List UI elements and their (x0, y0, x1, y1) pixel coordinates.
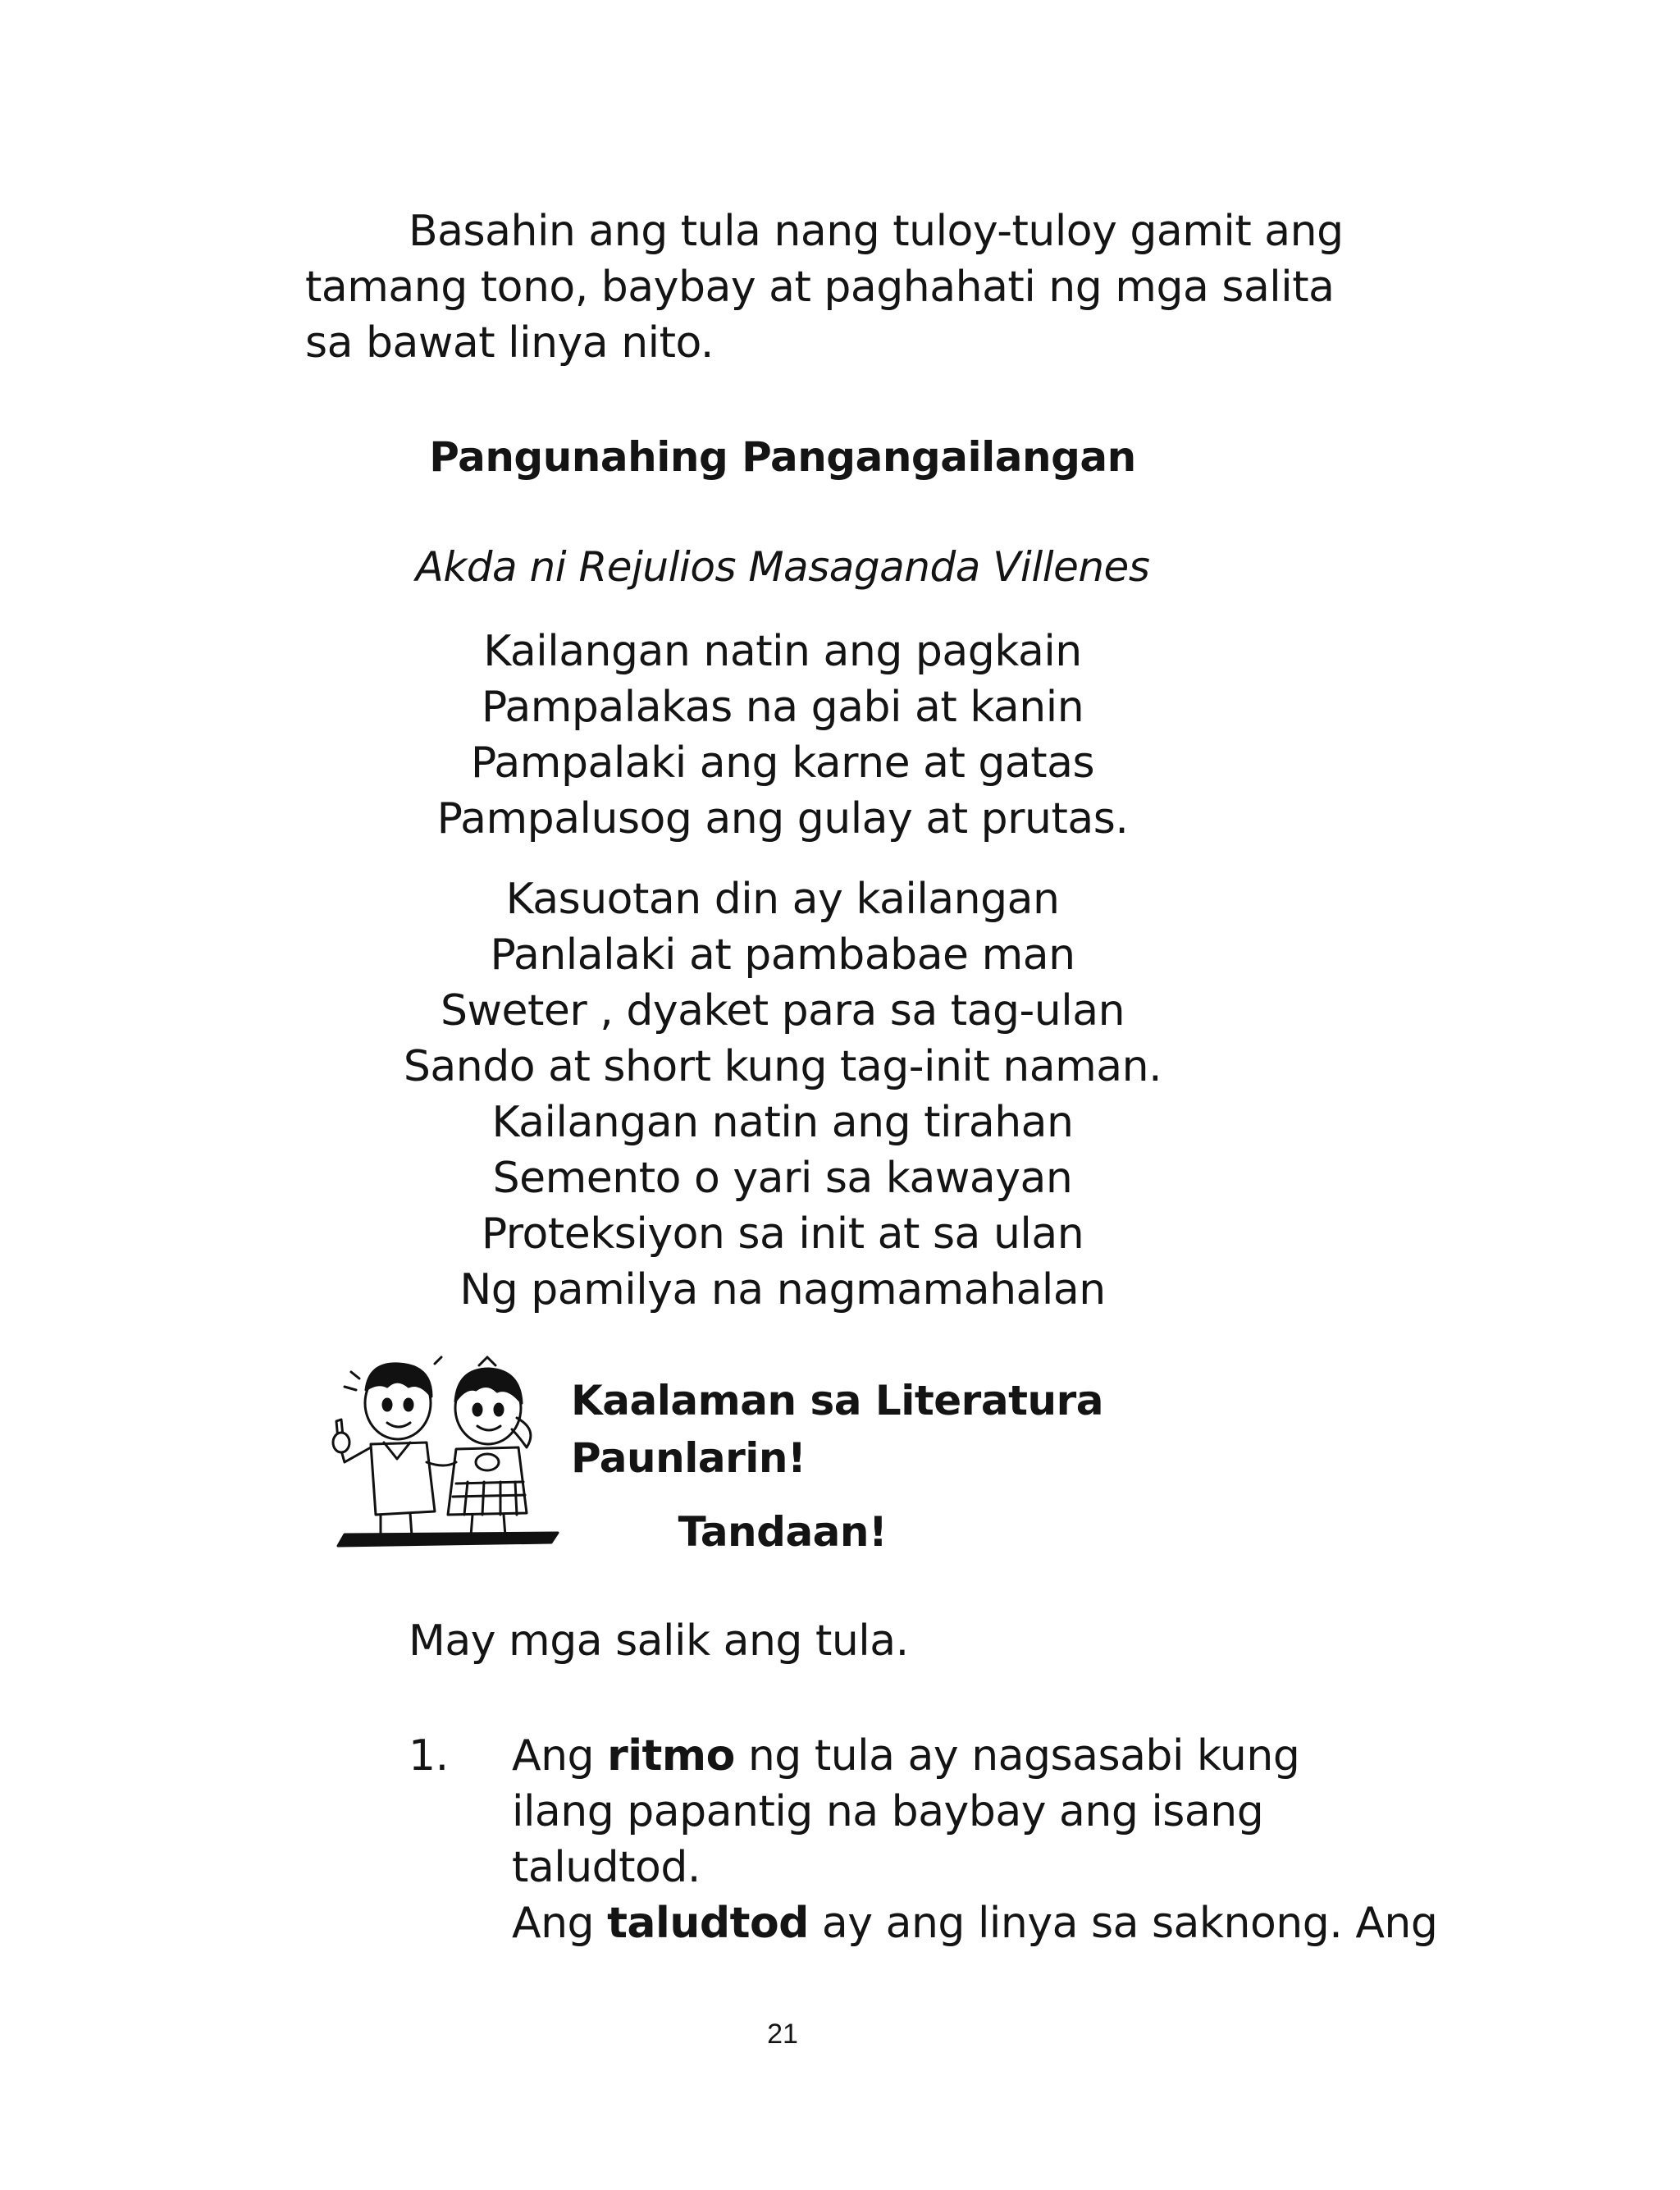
list-item-line-4 (512, 1895, 1541, 1951)
literature-heading-line-2: Paunlarin! (571, 1434, 806, 1482)
tandaan-heading: Tandaan! (678, 1508, 888, 1556)
poem-line: Pampalusog ang gulay at prutas. (436, 794, 1129, 844)
literature-heading-line-1: Kaalaman sa Literatura (571, 1377, 1103, 1424)
text-segment: Ang (512, 1731, 608, 1781)
intro-line-2: tamang tono, baybay at paghahati ng mga salita (305, 263, 1335, 312)
text-segment: ay ang linya sa saknong. Ang (808, 1899, 1438, 1948)
poem-line: Kailangan natin ang pagkain (483, 627, 1082, 676)
bold-term-ritmo: ritmo (607, 1731, 735, 1781)
intro-line-1: Basahin ang tula nang tuloy-tuloy gamit ang (409, 207, 1344, 256)
poem-line: Proteksiyon sa init at sa ulan (481, 1209, 1084, 1259)
intro-line-3: sa bawat linya nito. (305, 318, 714, 368)
literature-heading (571, 1372, 1103, 1487)
list-item-number: 1. (409, 1731, 449, 1781)
poem-line: Pampalaki ang karne at gatas (470, 738, 1095, 788)
text-segment: Ang (512, 1899, 608, 1948)
list-item-body (512, 1728, 1541, 1951)
poem-line: Semento o yari sa kawayan (492, 1154, 1073, 1203)
poem-line: Sweter , dyaket para sa tag-ulan (440, 986, 1125, 1036)
salik-sentence: May mga salik ang tula. (409, 1616, 909, 1666)
poem-line: Pampalakas na gabi at kanin (481, 683, 1084, 732)
poem-line: Kailangan natin ang tirahan (491, 1098, 1074, 1147)
poem-line: Sando at short kung tag-init naman. (403, 1042, 1162, 1091)
poem-author: Akda ni Rejulios Masaganda Villenes (415, 543, 1150, 591)
poem-stanza-2 (0, 871, 1680, 1318)
intro-paragraph (305, 203, 1454, 371)
poem-stanza-1 (0, 624, 1680, 847)
list-item-line-3: taludtod. (512, 1843, 701, 1892)
page-number: 21 (767, 2019, 798, 2050)
list-item-line-2: ilang papantig na baybay ang isang (512, 1787, 1264, 1836)
poem-line: Kasuotan din ay kailangan (505, 875, 1060, 924)
text-segment: ng tula ay nagsasabi kung (734, 1731, 1300, 1781)
bold-term-taludtod: taludtod (607, 1899, 809, 1948)
poem-line: Ng pamilya na nagmamahalan (459, 1265, 1106, 1314)
list-item-line-1 (512, 1728, 1541, 1784)
poem-line: Panlalaki at pambabae man (490, 930, 1075, 980)
list-item (409, 1728, 1541, 1951)
poem-title: Pangunahing Pangangailangan (429, 433, 1136, 481)
